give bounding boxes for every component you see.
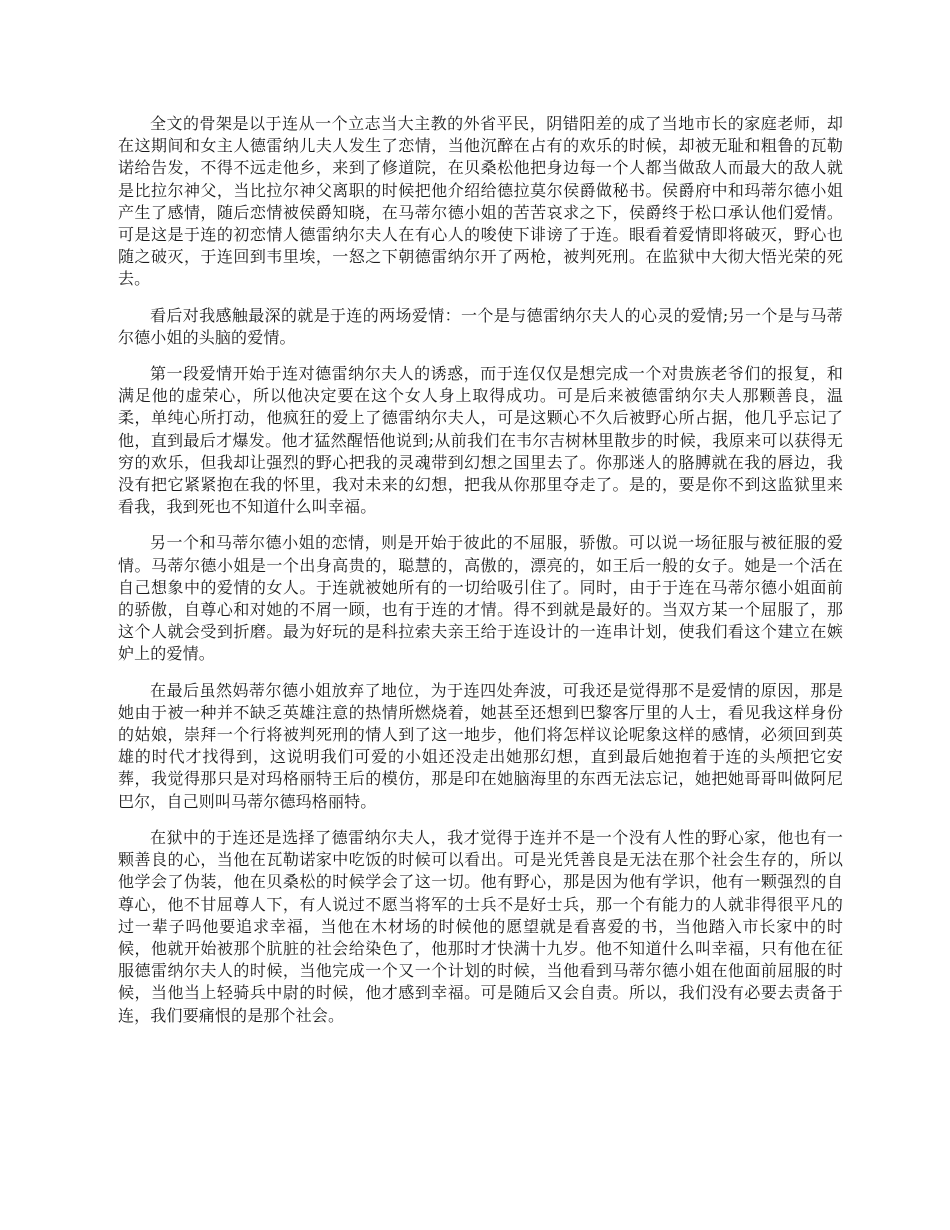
paragraph-1: 全文的骨架是以于连从一个立志当大主教的外省平民，阴错阳差的成了当地市长的家庭老师，却在这期间和女主人德雷纳儿夫人发生了恋情，当他沉醉在占有的欢乐的时候，却被无耻和粗鲁的瓦勒诺给告发，不得不远走他乡，来到了修道院，在贝桑松他把身边每一个人都当做敌人而最大的敌人就是比拉尔神父，当比拉尔神父离职的时候把他介绍给德拉莫尔侯爵做秘书。侯爵府中和玛蒂尔德小姐产生了感情，随后恋情被侯爵知晓，在马蒂尔德小姐的苦苦哀求之下，侯爵终于松口承认他们爱情。可是这是于连的初恋情人德雷纳尔夫人在有心人的唆使下诽谤了于连。眼看着爱情即将破灭，野心也随之破灭，于连回到韦里埃，一怒之下朝德雷纳尔开了两枪，被判死刑。在监狱中大彻大悟光荣的死去。 <box>118 114 843 289</box>
paragraph-4: 另一个和马蒂尔德小姐的恋情，则是开始于彼此的不屈服，骄傲。可以说一场征服与被征服的爱情。马蒂尔德小姐是一个出身高贵的，聪慧的，高傲的，漂亮的，如王后一般的女子。她是一个活在自己想象中的爱情的女人。于连就被她所有的一切给吸引住了。同时，由于于连在马蒂尔德小姐面前的骄傲，自尊心和对她的不屑一顾，也有于连的才情。得不到就是最好的。当双方某一个屈服了，那这个人就会受到折磨。最为好玩的是科拉索夫亲王给于连设计的一连串计划，使我们看这个建立在嫉妒上的爱情。 <box>118 533 843 664</box>
paragraph-5: 在最后虽然妈蒂尔德小姐放弃了地位，为于连四处奔波，可我还是觉得那不是爱情的原因，那是她由于被一种并不缺乏英雄注意的热情所燃烧着，她甚至还想到巴黎客厅里的人士，看见我这样身份的姑娘，崇拜一个行将被判死刑的情人到了这一地步，他们将怎样议论呢象这样的感情，必须回到英雄的时代才找得到，这说明我们可爱的小姐还没走出她那幻想，直到最后她抱着于连的头颅把它安葬，我觉得那只是对玛格丽特王后的模仿，那是印在她脑海里的东西无法忘记，她把她哥哥叫做阿尼巴尔，自己则叫马蒂尔德玛格丽特。 <box>118 680 843 811</box>
paragraph-2: 看后对我感触最深的就是于连的两场爱情：一个是与德雷纳尔夫人的心灵的爱情;另一个是与马蒂尔德小姐的头脑的爱情。 <box>118 305 843 347</box>
paragraph-6: 在狱中的于连还是选择了德雷纳尔夫人，我才觉得于连并不是一个没有人性的野心家，他也有一颗善良的心，当他在瓦勒诺家中吃饭的时候可以看出。可是光凭善良是无法在那个社会生存的，所以他学会了伪装，他在贝桑松的时候学会了这一切。他有野心，那是因为他有学识，他有一颗强烈的自尊心，他不甘屈尊人下，有人说过不愿当将军的士兵不是好士兵，那一个有能力的人就非得很平凡的过一辈子吗他要追求幸福，当他在木材场的时候他的愿望就是看喜爱的书，当他踏入市长家中的时候，他就开始被那个肮脏的社会给染色了，他那时才快满十九岁。他不知道什么叫幸福，只有他在征服德雷纳尔夫人的时候，当他完成一个又一个计划的时候，当他看到马蒂尔德小姐在他面前屈服的时候，当他当上轻骑兵中尉的时候，他才感到幸福。可是随后又会自责。所以，我们没有必要去责备于连，我们要痛恨的是那个社会。 <box>118 827 843 1025</box>
paragraph-3: 第一段爱情开始于连对德雷纳尔夫人的诱惑，而于连仅仅是想完成一个对贵族老爷们的报复，和满足他的虚荣心，所以他决定要在这个女人身上取得成功。可是后来被德雷纳尔夫人那颗善良，温柔，单纯心所打动，他疯狂的爱上了德雷纳尔夫人，可是这颗心不久后被野心所占据，他几乎忘记了他，直到最后才爆发。他才猛然醒悟他说到;从前我们在韦尔吉树林里散步的时候，我原来可以获得无穷的欢乐，但我却让强烈的野心把我的灵魂带到幻想之国里去了。你那迷人的胳膊就在我的唇边，我没有把它紧紧抱在我的怀里，我对未来的幻想，把我从你那里夺走了。是的，要是你不到这监狱里来看我，我到死也不知道什么叫幸福。 <box>118 364 843 517</box>
document-body <box>118 113 843 1041</box>
